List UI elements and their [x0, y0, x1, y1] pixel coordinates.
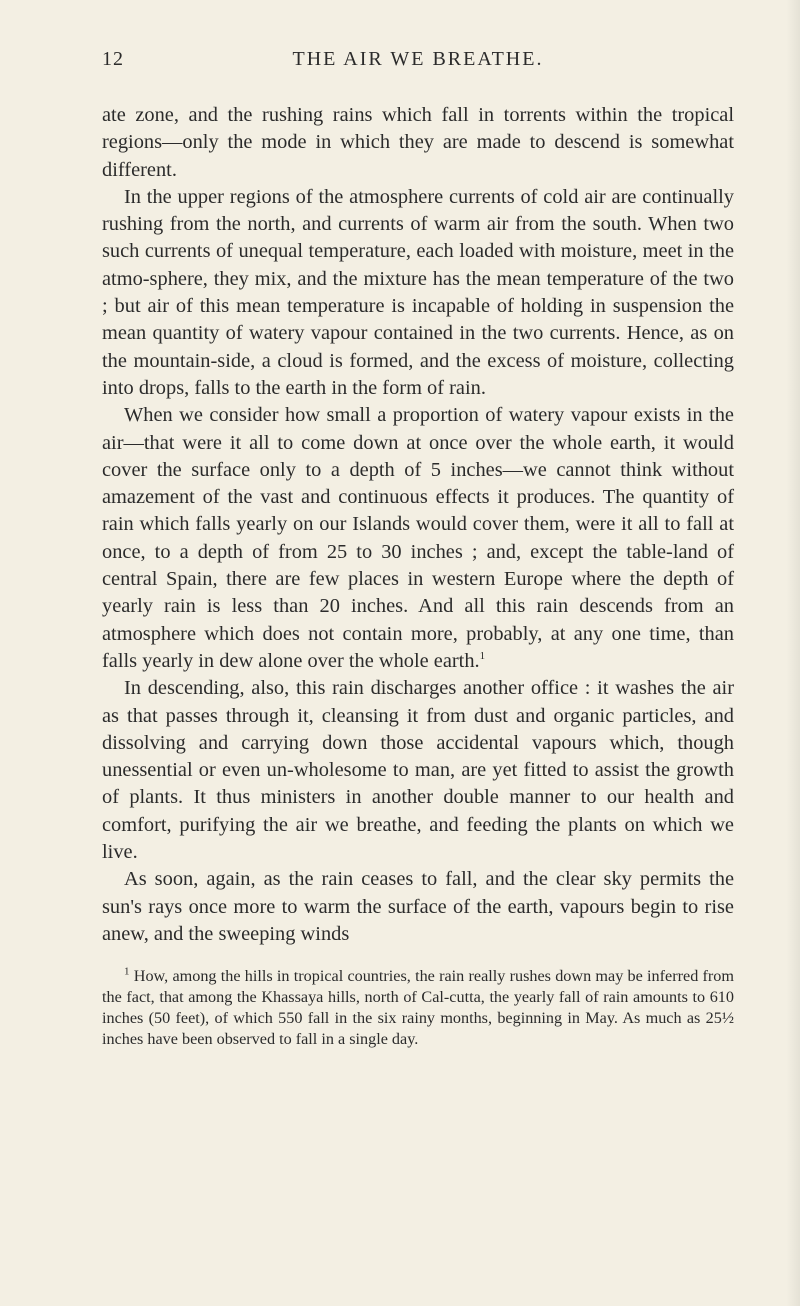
- body-text: [102, 102, 734, 948]
- page-edge-shadow: [786, 0, 800, 1306]
- paragraph-5: As soon, again, as the rain ceases to fall, and the clear sky permits the sun's rays once more to warm the surface of the earth, vapours begin to rise anew, and the sweeping winds: [102, 868, 734, 945]
- running-head: [102, 48, 734, 78]
- footnote-mark: 1: [124, 965, 130, 978]
- paragraph-2: In the upper regions of the atmosphere currents of cold air are continually rushing from the north, and currents of warm air from the south. When two such currents of unequal temperature, each loaded with moisture, meet in the atmo-sphere, they mix, and the mixture has the mean temperature of the two ; but air of this mean temperature is incapable of holding in suspension the mean quantity of watery vapour contained in the two currents. Hence, as on the mountain-side, a cloud is formed, and the excess of moisture, collecting into drops, falls to the earth in the form of rain.: [102, 185, 734, 399]
- running-title: THE AIR WE BREATHE.: [292, 48, 544, 70]
- paragraph-4: In descending, also, this rain discharges another office : it washes the air as that passes through it, cleansing it from dust and organic particles, and dissolving and carrying down those accidental vapours which, though unessential or even un-wholesome to man, are yet fitted to assist the growth of plants. It thus ministers in another double manner to our health and comfort, purifying the air we breathe, and feeding the plants on which we live.: [102, 677, 734, 864]
- footnote: [102, 966, 734, 1050]
- paragraph-3: [102, 402, 734, 675]
- footnote-reference: 1: [479, 650, 486, 663]
- paragraph-1: ate zone, and the rushing rains which fall in torrents within the tropical regions—only the mode in which they are made to descend is somewhat different.: [102, 104, 734, 181]
- page-number: 12: [102, 48, 124, 70]
- paragraph-3-text: When we consider how small a proportion of watery vapour exists in the air—that were it all to come down at once over the whole earth, it would cover the surface only to a depth of 5 inches—we cannot think without amazement of the vast and continuous effects it produces. The quantity of rain which falls yearly on our Islands would cover them, were it all to fall at once, to a depth of from 25 to 30 inches ; and, except the table-land of central Spain, there are few places in western Europe where the depth of yearly rain is less than 20 inches. And all this rain descends from an atmosphere which does not contain more, probably, at any one time, than falls yearly in dew alone over the whole earth.: [102, 404, 734, 672]
- book-page: [102, 48, 734, 1050]
- footnote-text: How, among the hills in tropical countries, the rain really rushes down may be inferred from the fact, that among the Khassaya hills, north of Cal-cutta, the yearly fall of rain amounts to 610 inches (50 feet), of which 550 fall in the six rainy months, beginning in May. As much as 25½ inches have been observed to fall in a single day.: [102, 967, 734, 1049]
